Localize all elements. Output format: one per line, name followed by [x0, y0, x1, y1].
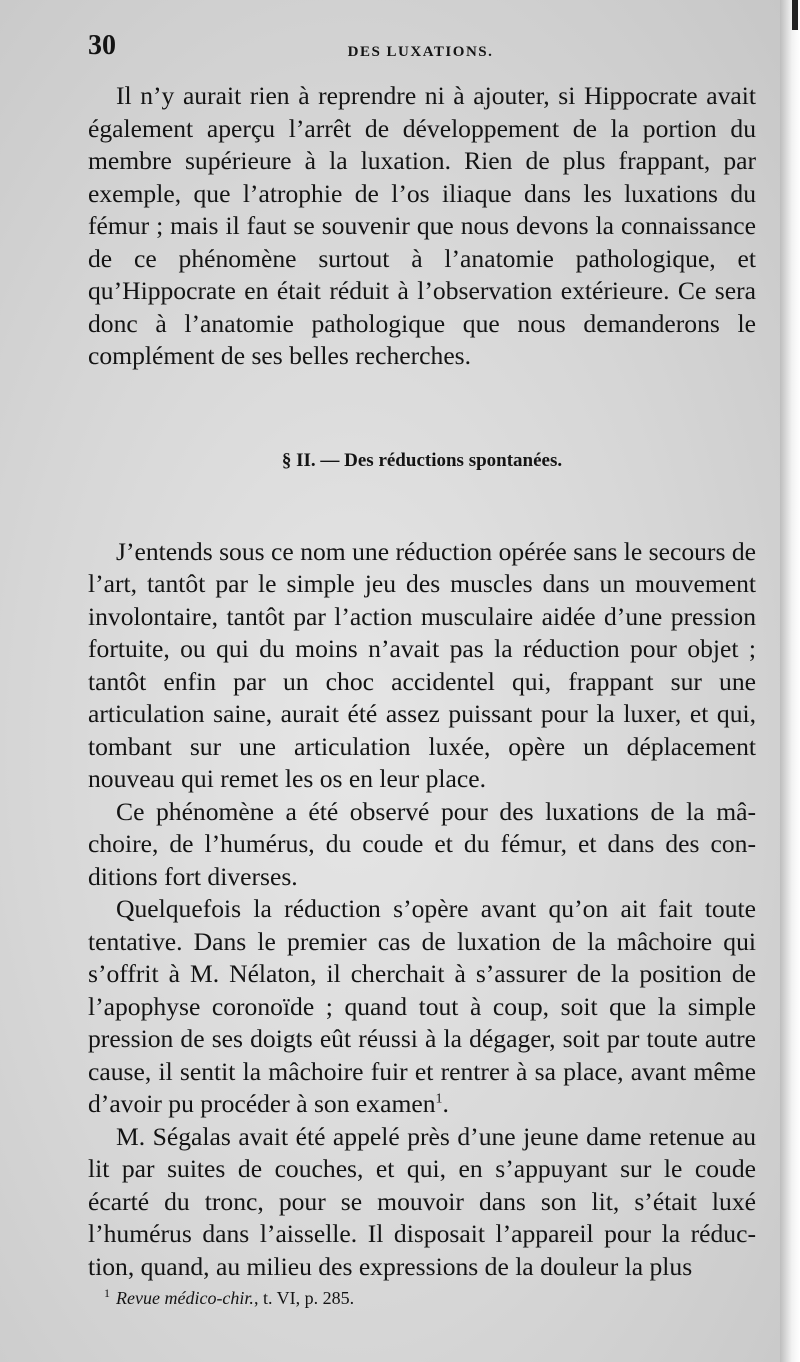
- paragraph-text: Quelquefois la réduction s’opère avant qu’on ait fait toute tentative. Dans le premier cas de luxation de la mâchoire qui s’offrit à M. Nélaton, il cherchait à s’assurer de la position de l’apophyse coronoïde ; quand tout à coup, soit que la simple pression de ses doigts eût réussi à la dégager, soit par toute autre cause, il sentit la mâchoire fuir et rentrer à sa place, avant même d’avoir pu procéder à son examen: [88, 894, 756, 1118]
- page-number: 30: [88, 30, 116, 61]
- footnote: [104, 1286, 744, 1309]
- footnote-reference[interactable]: 1: [435, 1091, 443, 1107]
- footnote-citation: , t. VI, p. 285.: [253, 1288, 355, 1308]
- page-edge: [780, 0, 800, 1362]
- section-heading: § II. — Des réductions spontanées.: [281, 449, 563, 471]
- running-title: DES LUXATIONS.: [347, 44, 494, 60]
- paragraph: Ce phénomène a été observé pour des luxations de la mâchoire, de l’humérus, du coude et du fémur, et dans des conditions fort diverses.: [88, 796, 756, 891]
- footnote-mark: 1: [104, 1286, 110, 1300]
- binding-mark: [792, 0, 798, 30]
- paragraph: J’entends sous ce nom une réduction opérée sans le secours de l’art, tantôt par le simple jeu des muscles dans un mouvement involontaire, tantôt par l’action musculaire aidée d’une pression fortuite, ou qui du moins n’avait pas la réduction pour objet ; tantôt enfin par un choc accidentel qui, frappant sur une articulation saine, aurait été assez puissant pour la luxer, et qui, tombant sur une articulation luxée, opère un déplacement nouveau qui remet les os en leur place.: [88, 536, 756, 793]
- page-body: [88, 80, 756, 1283]
- paragraph: Il n’y aurait rien à reprendre ni à ajouter, si Hippocrate avait également aperçu l’arrêt de développement de la portion du membre supérieure à la luxation. Rien de plus frappant, par exemple, que l’atrophie de l’os iliaque dans les luxations du fémur ; mais il faut se souvenir que nous devons la connaissance de ce phénomène surtout à l’anatomie pathologique, et qu’Hippocrate en était réduit à l’observation extérieure. Ce sera donc à l’anatomie pathologique que nous demanderons le complément de ses belles recherches.: [88, 81, 756, 370]
- footnote-source: Revue médico-chir.: [116, 1288, 254, 1308]
- paragraph-with-footnote: Quelquefois la réduction s’opère avant qu’on ait fait toute tentative. Dans le premier cas de luxation de la mâchoire qui s’offrit à M. Nélaton, il cherchait à s’assurer de la position de l’apophyse coronoïde ; quand tout à coup, soit que la simple pression de ses doigts eût réussi à la dégager, soit par toute autre cause, il sentit la mâchoire fuir et rentrer à sa place, avant même d’avoir pu procéder à son examen$^1$.: [88, 894, 756, 1118]
- page-header: [88, 30, 753, 70]
- paragraph: M. Ségalas avait été appelé près d’une jeune dame retenue au lit par suites de couches, et qui, en s’appuyant sur le coude écarté du tronc, pour se mouvoir dans son lit, s’était luxé l’humérus dans l’aisselle. Il disposait l’appareil pour la réduction, quand, au milieu des expressions de la douleur la plus: [88, 1121, 756, 1281]
